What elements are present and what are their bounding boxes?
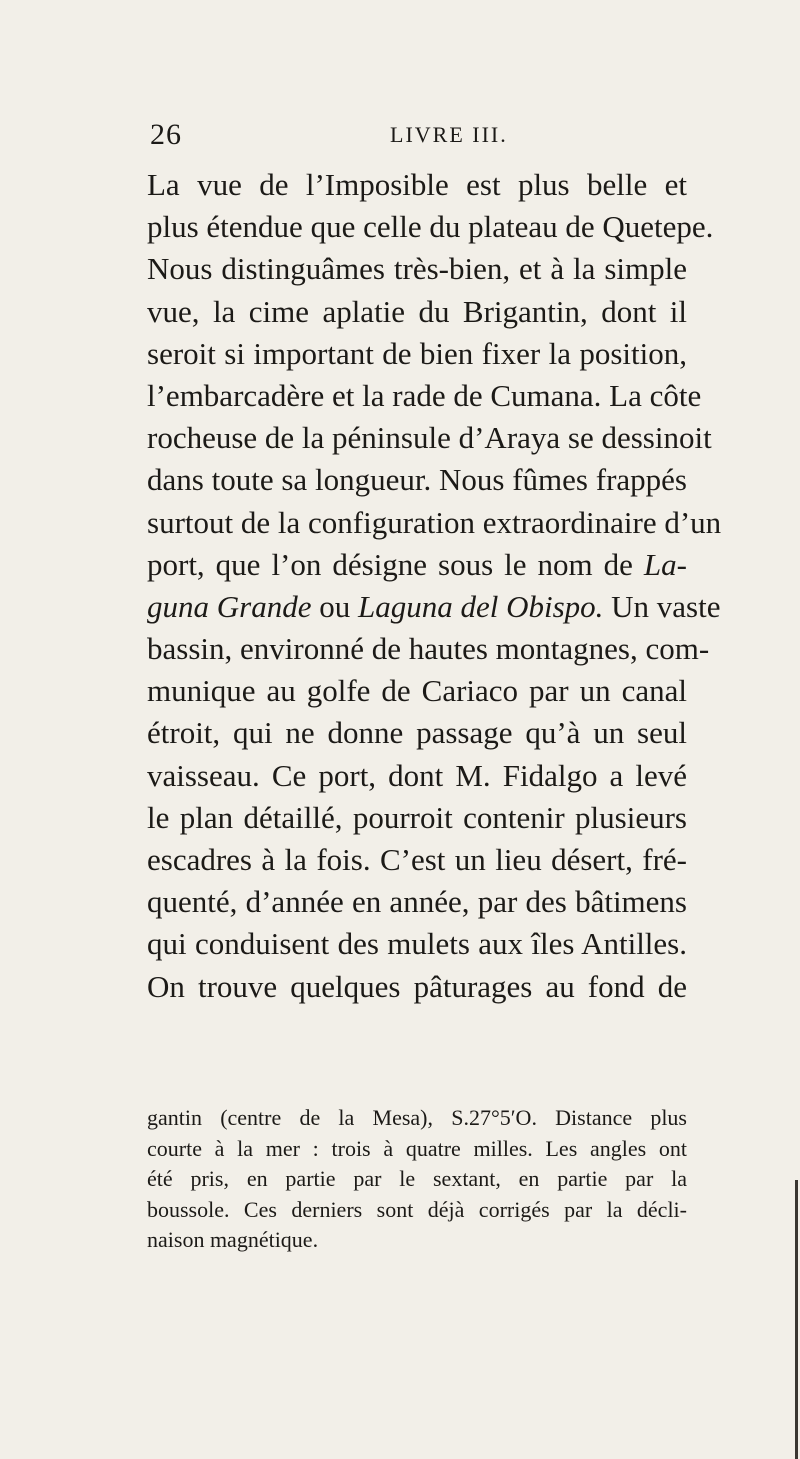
book-title: LIVRE III. [390, 122, 508, 147]
text-segment: ou [311, 588, 358, 624]
text-line: quenté, d’année en année, par des bâtimens [147, 884, 687, 920]
text-line: bassin, environné de hautes montagnes, com- [147, 631, 710, 667]
text-segment: port, que l’on désigne sous le nom de [147, 546, 644, 582]
page-number: 26 [150, 118, 182, 151]
text-line: vaisseau. Ce port, dont M. Fidalgo a levé [147, 757, 687, 793]
page-edge-shadow [795, 1180, 798, 1459]
main-text [147, 164, 722, 1008]
text-line [147, 586, 721, 628]
text-segment: Un vaste [603, 588, 721, 624]
italic-segment: Laguna del Obispo. [357, 588, 604, 624]
text-line [147, 544, 687, 586]
italic-segment: guna Grande [147, 588, 312, 624]
footnote-line: naison magnétique. [147, 1227, 319, 1253]
text-line: Nous distinguâmes très-bien, et à la simple [147, 251, 687, 287]
footnote-line: gantin (centre de la Mesa), S.27°5′O. Distance plus [147, 1105, 687, 1130]
italic-segment: La- [643, 546, 687, 582]
text-line: dans toute sa longueur. Nous fûmes frappés [147, 462, 687, 498]
text-line: rocheuse de la péninsule d’Araya se dessinoit [147, 420, 712, 456]
text-line: seroit si important de bien fixer la position, [147, 335, 687, 371]
text-line: La vue de l’Imposible est plus belle et [147, 167, 687, 202]
text-line: étroit, qui ne donne passage qu’à un seul [147, 715, 687, 751]
footnote [147, 1103, 687, 1256]
text-line: plus étendue que celle du plateau de Quetepe. [147, 209, 714, 245]
text-line: escadres à la fois. C’est un lieu désert, fré- [147, 842, 687, 877]
text-line: qui conduisent des mulets aux îles Antilles. [147, 926, 687, 962]
running-head [150, 118, 680, 158]
footnote-line: été pris, en partie par le sextant, en partie par la [147, 1166, 687, 1192]
text-line: l’embarcadère et la rade de Cumana. La côte [147, 377, 702, 413]
text-line: On trouve quelques pâturages au fond de [147, 968, 687, 1004]
footnote-line: courte à la mer : trois à quatre milles. Les angles ont [147, 1135, 687, 1161]
text-line: le plan détaillé, pourroit contenir plusieurs [147, 799, 687, 835]
text-line: surtout de la configuration extraordinaire d’un [147, 504, 722, 540]
text-line: munique au golfe de Cariaco par un canal [147, 673, 687, 709]
footnote-line: boussole. Ces derniers sont déjà corrigés par la décli- [147, 1196, 687, 1222]
text-line: vue, la cime aplatie du Brigantin, dont il [147, 293, 687, 329]
